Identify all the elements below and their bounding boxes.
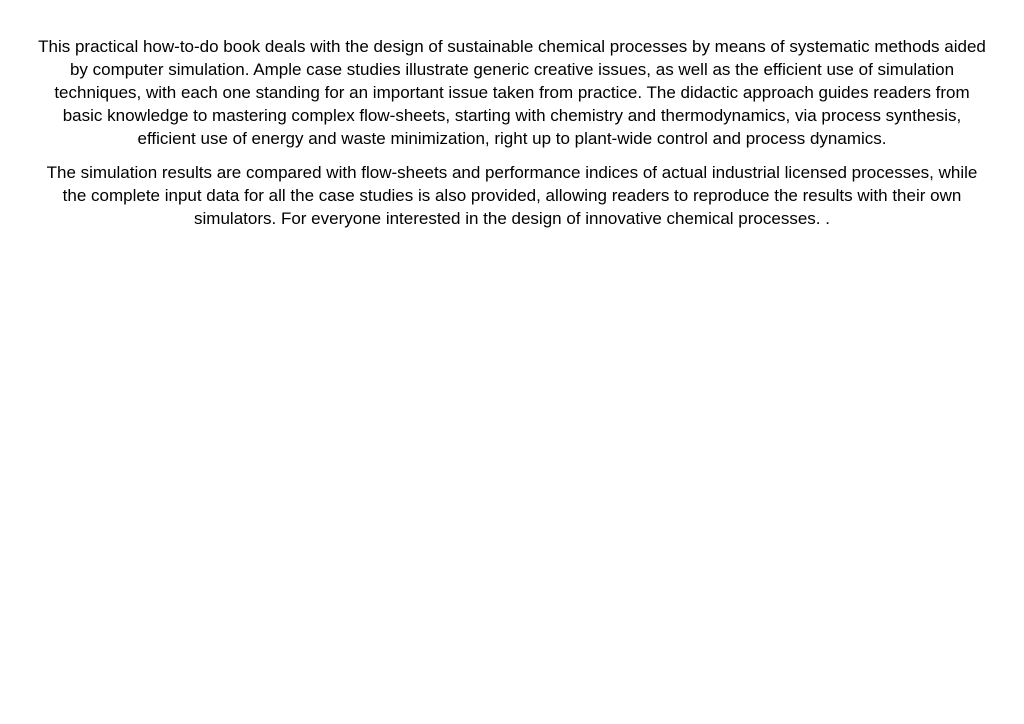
description-paragraph-2: The simulation results are compared with flow-sheets and performance indices of actual industrial licensed processes, while the complete input data for all the case studies is also provided, allowing readers to reproduce the results with their own simulators. For everyone interested in the design of innovative chemical processes. . xyxy=(46,163,978,228)
document-page xyxy=(38,35,986,241)
description-paragraph-1: This practical how-to-do book deals with the design of sustainable chemical processes by means of systematic methods aided by computer simulation. Ample case studies illustrate generic creative issues, as well as the efficient use of simulation techniques, with each one standing for an important issue taken from practice. The didactic approach guides readers from basic knowledge to mastering complex flow-sheets, starting with chemistry and thermodynamics, via process synthesis, efficient use of energy and waste minimization, right up to plant-wide control and process dynamics. xyxy=(38,37,986,148)
